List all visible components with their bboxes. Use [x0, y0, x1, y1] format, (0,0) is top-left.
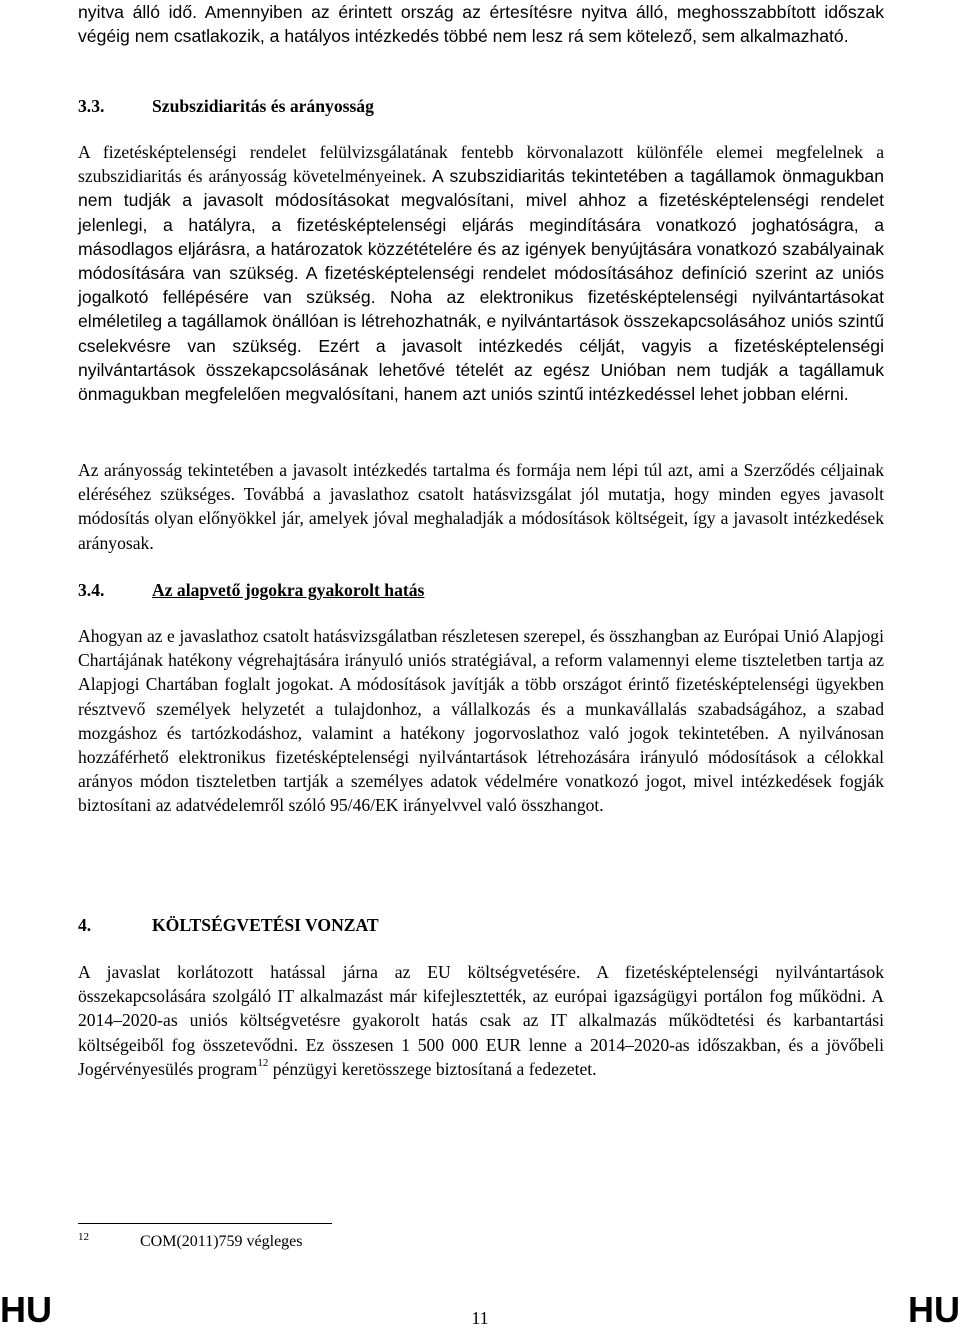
- proportionality-paragraph: Az arányosság tekintetében a javasolt intézkedés tartalma és formája nem lépi túl azt, ami a Szerződés céljainak eléréséhez szükséges. Továbbá a javaslathoz csatolt hatásvizsgálat jól mutatja, hogy minden egyes javasolt módosítás olyan előnyökkel jár, amelyek jóval meghaladják a módosítások költségeit, így a javasolt intézkedések arányosak.: [78, 460, 884, 553]
- paragraph-text: pénzügyi keretösszege biztosítaná a fedezetet.: [268, 1058, 597, 1079]
- footnote-divider: [78, 1223, 332, 1224]
- section-title: Az alapvető jogokra gyakorolt hatás: [152, 580, 425, 600]
- subsidiarity-paragraph: [78, 140, 884, 406]
- paragraph-text: A javaslat korlátozott hatással járna az EU költségvetésére. A fizetésképtelenségi nyilvántartások összekapcsolására szolgáló IT alkalmazást már kifejlesztették, az európai igazságügyi portálon fog működni. A 2014–2020-as uniós költségvetésre gyakorolt hatás csak az IT alkalmazás működtetési és karbantartási költségeiből fog összetevődni. Ez összesen 1 500 000 EUR lenne a 2014–2020-as időszakban, és a jövőbeli Jogérvényesülés program: [78, 962, 884, 1079]
- section-title: Szubszidiaritás és arányosság: [152, 96, 374, 116]
- intro-paragraph: nyitva álló idő. Amennyiben az érintett ország az értesítésre nyitva álló, meghosszabbított időszak végéig nem csatlakozik, a hatályos intézkedés többé nem lesz rá sem kötelező, sem alkalmazható.: [78, 2, 884, 47]
- section-number: 3.3.: [78, 96, 105, 116]
- budget-paragraph: [78, 960, 884, 1081]
- language-code-right: HU: [908, 1289, 960, 1330]
- page-number: 11: [471, 1308, 489, 1328]
- fundamental-rights-paragraph: Ahogyan az e javaslathoz csatolt hatásvizsgálatban részletesen szerepel, és összhangban az Európai Unió Alapjogi Chartájának hatékony végrehajtására irányuló uniós stratégiával, a reform valamennyi eleme tiszteletben tartja az Alapjogi Chartában foglalt jogokat. A módosítások javítják a több országot érintő fizetésképtelenségi ügyekben résztvevő személyek helyzetét a tulajdonhoz, a vállalkozás és a munkavállalás szabadságához, a szabad mozgáshoz és tartózkodáshoz, valamint a hatékony jogorvoslathoz való jogok tekintetében. A nyilvánosan hozzáférhető elektronikus fizetésképtelenségi nyilvántartások létrehozására irányuló módosítások a célokkal arányos módon tiszteletben tartják a személyes adatok védelmére vonatkozó jogot, mivel intézkedések fogják biztosítani az adatvédelemről szóló 95/46/EK irányelvvel való összhangot.: [78, 626, 884, 816]
- section-number: 3.4.: [78, 580, 105, 600]
- section-number: 4.: [78, 915, 92, 935]
- language-code-left: HU: [0, 1289, 52, 1330]
- footnote: [78, 1233, 303, 1251]
- paragraph-text: A fizetésképtelenségi rendelet felülvizsgálatának fentebb körvonalazott különféle elemei megfelelnek a szubszidiaritás és arányosság követelményeinek.: [78, 142, 884, 187]
- paragraph-text: A szubszidiaritás tekintetében a tagállamok önmagukban nem tudják a javasolt módosításokat megvalósítani, mivel ahhoz a fizetésképtelenségi rendelet jelenlegi, a hatályra, a fizetésképtelenségi eljárás megindítására vonatkozó joghatóságra, a másodlagos eljárásra, a határozatok közzétételére és az igények benyújtására vonatkozó szabályainak módosítására van szükség. A fizetésképtelenségi rendelet módosításához definíció szerint az uniós jogalkotó fellépésére van szükség. Noha az elektronikus fizetésképtelenségi nyilvántartásokat elméletileg a tagállamok önállóan is létrehozhatnák, e nyilvántartások összekapcsolásához uniós szintű cselekvésre van szükség. Ezért a javasolt intézkedés célját, vagyis a fizetésképtelenségi nyilvántartások összekapcsolásának lehetővé tételét az egész Unióban nem tudják a tagállamuk önmagukban megfelelően megvalósítani, hanem azt uniós szintű intézkedéssel lehet jobban elérni.: [78, 166, 885, 405]
- section-3-4-heading: [78, 578, 884, 602]
- footnote-text: COM(2011)759 végleges: [140, 1233, 303, 1250]
- section-3-3-heading: [78, 94, 884, 118]
- section-4-heading: [78, 913, 884, 937]
- footnote-number: 12: [78, 1231, 89, 1243]
- section-title: KÖLTSÉGVETÉSI VONZAT: [152, 915, 379, 935]
- footnote-reference[interactable]: 12: [257, 1056, 269, 1069]
